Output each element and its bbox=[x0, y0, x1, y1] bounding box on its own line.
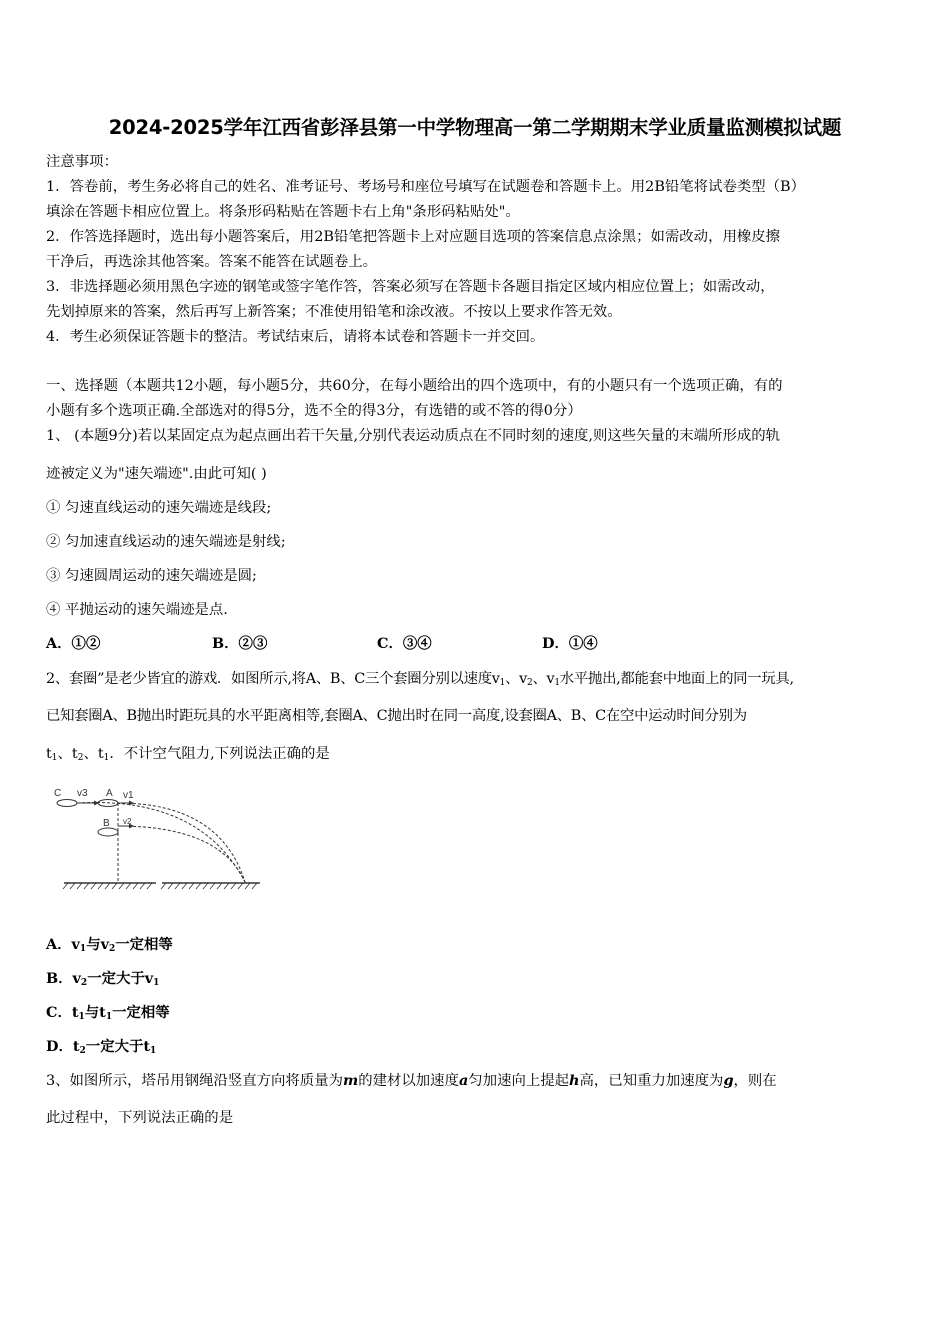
label-a: A bbox=[106, 788, 113, 799]
ring-b bbox=[98, 828, 118, 836]
trajectory-b bbox=[118, 826, 245, 882]
trajectory-a bbox=[118, 803, 245, 882]
label-v3: v3 bbox=[77, 788, 88, 799]
label-c: C bbox=[54, 788, 62, 799]
ground-hatching bbox=[63, 883, 257, 889]
q1-item-4: ④ 平抛运动的速矢端迹是点. bbox=[46, 602, 228, 618]
label-v1: v1 bbox=[123, 790, 134, 801]
q1-option-d: D．①④ bbox=[542, 635, 598, 652]
q2-option-c: C．$t_1$与$t_1$一定相等 bbox=[46, 1004, 170, 1022]
section-heading-line-2: 小题有多个选项正确.全部选对的得5分，选不全的得3分，有选错的或不答的得0分） bbox=[46, 403, 582, 419]
notice-line-3: 2．作答选择题时，选出每小题答案后，用2B铅笔把答题卡上对应题目选项的答案信息点涂黑；如需改动，用橡皮擦 bbox=[46, 229, 781, 245]
q2-stem-line-3: $t_1$、$t_2$、$t_1$．不计空气阻力,下列说法正确的是 bbox=[46, 746, 330, 763]
notice-line-6: 先划掉原来的答案，然后再写上新答案；不准使用铅笔和涂改液。不按以上要求作答无效。 bbox=[46, 304, 622, 320]
q2-stem-line-2: 已知套圈A、B抛出时距玩具的水平距离相等,套圈A、C抛出时在同一高度,设套圈A、B、C在空中运动时间分别为 bbox=[46, 708, 747, 724]
page-title: 2024-2025学年江西省彭泽县第一中学物理高一第二学期期末学业质量监测模拟试题 bbox=[108, 116, 842, 139]
ring-c bbox=[57, 800, 77, 807]
label-b: B bbox=[103, 818, 110, 829]
trajectory-c bbox=[77, 802, 245, 882]
q2-option-d: D．$t_2$一定大于$t_1$ bbox=[46, 1038, 157, 1056]
q1-item-1: ① 匀速直线运动的速矢端迹是线段; bbox=[46, 500, 272, 516]
notice-heading: 注意事项： bbox=[46, 154, 118, 170]
notice-line-2: 填涂在答题卡相应位置上。将条形码粘贴在答题卡右上角"条形码粘贴处"。 bbox=[46, 204, 520, 220]
q2-option-a: A．$v_1$与$v_2$一定相等 bbox=[46, 936, 173, 954]
q3-stem-line-2: 此过程中，下列说法正确的是 bbox=[46, 1110, 234, 1126]
q1-option-a: A．①② bbox=[46, 635, 101, 652]
q2-stem-line-1: 2、套圈”是老少皆宜的游戏．如图所示,将A、B、C三个套圈分别以速度$v_1$、$v_2$、$v_1$水平抛出,都能套中地面上的同一玩具, bbox=[46, 671, 794, 688]
q1-item-3: ③ 匀速圆周运动的速矢端迹是圆; bbox=[46, 568, 257, 584]
q3-stem-line-1: 3、如图所示，塔吊用钢绳沿竖直方向将质量为m的建材以加速度a匀加速向上提起h高，已知重力加速度为g，则在 bbox=[46, 1072, 777, 1089]
q1-option-b: B．②③ bbox=[212, 635, 268, 652]
section-heading-line-1: 一、选择题（本题共12小题，每小题5分，共60分，在每小题给出的四个选项中，有的小题只有一个选项正确，有的 bbox=[46, 378, 783, 394]
q1-item-2: ② 匀加速直线运动的速矢端迹是射线; bbox=[46, 534, 286, 550]
label-v2: v2 bbox=[123, 817, 132, 826]
q1-stem-line-2: 迹被定义为"速矢端迹".由此可知( ) bbox=[46, 466, 267, 482]
q2-option-b: B．$v_2$一定大于$v_1$ bbox=[46, 970, 160, 988]
notice-line-1: 1．答卷前，考生务必将自己的姓名、准考证号、考场号和座位号填写在试题卷和答题卡上。用2B铅笔将试卷类型（B） bbox=[46, 179, 805, 195]
ring-toss-figure bbox=[50, 782, 265, 894]
notice-line-5: 3．非选择题必须用黑色字迹的钢笔或签字笔作答，答案必须写在答题卡各题目指定区域内相应位置上；如需改动， bbox=[46, 279, 775, 295]
notice-line-7: 4．考生必须保证答题卡的整洁。考试结束后，请将本试卷和答题卡一并交回。 bbox=[46, 329, 545, 345]
q1-option-c: C．③④ bbox=[377, 635, 432, 652]
q1-stem-line-1: 1、 (本题9分)若以某固定点为起点画出若干矢量,分别代表运动质点在不同时刻的速度,则这些矢量的末端所形成的轨 bbox=[46, 428, 781, 444]
notice-line-4: 干净后，再选涂其他答案。答案不能答在试题卷上。 bbox=[46, 254, 377, 270]
